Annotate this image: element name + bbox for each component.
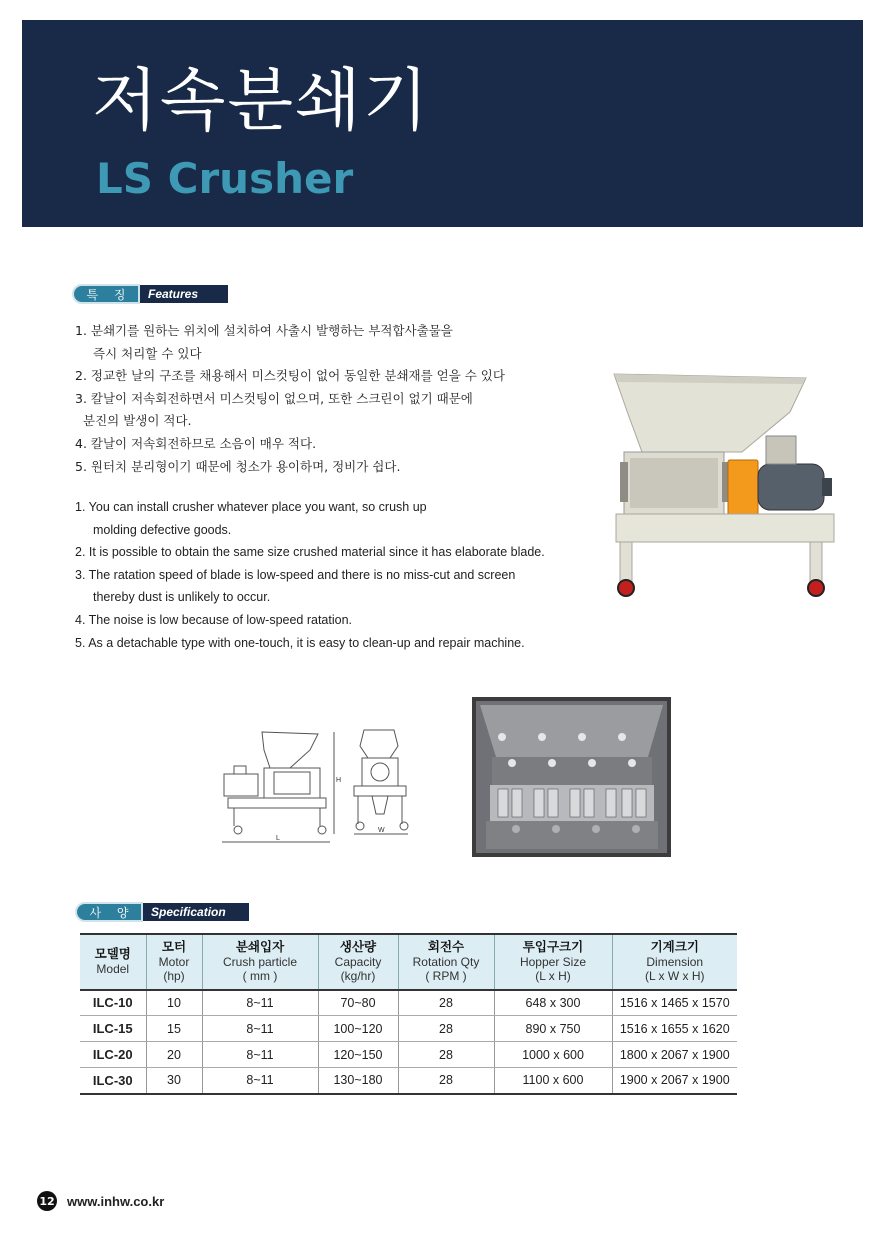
- features-tag: [72, 284, 228, 304]
- header-rotation: 회전수 Rotation Qty ( RPM ): [398, 934, 494, 990]
- cell-dimension: 1516 x 1655 x 1620: [612, 1016, 737, 1042]
- cell-hopper: 1100 x 600: [494, 1068, 612, 1094]
- cell-crush: 8~11: [202, 1068, 318, 1094]
- cell-model: ILC-15: [80, 1016, 146, 1042]
- footer: [37, 1191, 164, 1211]
- cell-dimension: 1800 x 2067 x 1900: [612, 1042, 737, 1068]
- feature-ko-line: 3. 칼날이 저속회전하면서 미스컷팅이 없으며, 또한 스크린이 없기 때문에: [75, 390, 473, 406]
- header-dimension: 기계크기 Dimension (L x W x H): [612, 934, 737, 990]
- cell-hopper: 1000 x 600: [494, 1042, 612, 1068]
- feature-ko-line: 5. 원터치 분리형이기 때문에 청소가 용이하며, 정비가 쉽다.: [75, 458, 401, 474]
- feature-en-line: thereby dust is unlikely to occur.: [93, 590, 271, 605]
- table-header-row: [80, 934, 737, 990]
- cell-motor: 30: [146, 1068, 202, 1094]
- feature-en-line: 1. You can install crusher whatever place you want, so crush up: [75, 500, 427, 514]
- cell-model: ILC-10: [80, 990, 146, 1016]
- spec-tag-ko: 사 양: [75, 902, 143, 922]
- header-motor: 모터 Motor (hp): [146, 934, 202, 990]
- page-title-ko: 저속분쇄기: [92, 62, 431, 141]
- cell-crush: 8~11: [202, 1042, 318, 1068]
- cell-capacity: 130~180: [318, 1068, 398, 1094]
- cell-dimension: 1516 x 1465 x 1570: [612, 990, 737, 1016]
- features-list-ko: [75, 320, 505, 478]
- table-row: [80, 1068, 737, 1094]
- cell-model: ILC-20: [80, 1042, 146, 1068]
- table-row: [80, 1016, 737, 1042]
- features-tag-en: Features: [140, 285, 228, 303]
- website-link[interactable]: www.inhw.co.kr: [67, 1193, 165, 1209]
- feature-ko-line: 즉시 처리할 수 있다: [93, 345, 202, 361]
- feature-en-line: 3. The ratation speed of blade is low-speed and there is no miss-cut and screen: [75, 567, 516, 582]
- specification-table: [80, 933, 737, 1095]
- cell-crush: 8~11: [202, 1016, 318, 1042]
- table-row: [80, 1042, 737, 1068]
- table-row: [80, 990, 737, 1016]
- feature-en-line: 5. As a detachable type with one-touch, it is easy to clean-up and repair machine.: [75, 635, 525, 650]
- dimension-drawing: [214, 722, 424, 850]
- cell-hopper: 648 x 300: [494, 990, 612, 1016]
- cell-hopper: 890 x 750: [494, 1016, 612, 1042]
- feature-ko-line: 1. 분쇄기를 원하는 위치에 설치하여 사출시 발행하는 부적합사출물을: [75, 323, 453, 338]
- page-title-en: LS Crusher: [96, 154, 354, 203]
- cell-motor: 10: [146, 990, 202, 1016]
- cell-rpm: 28: [398, 1042, 494, 1068]
- cell-rpm: 28: [398, 1016, 494, 1042]
- feature-ko-line: 분진의 발생이 적다.: [83, 413, 192, 429]
- header-model: 모델명 Model: [80, 934, 146, 990]
- crusher-machine-image: [606, 368, 842, 598]
- cell-dimension: 1900 x 2067 x 1900: [612, 1068, 737, 1094]
- feature-en-line: 4. The noise is low because of low-speed ratation.: [75, 612, 353, 627]
- cell-capacity: 70~80: [318, 990, 398, 1016]
- spec-tag-en: Specification: [143, 903, 249, 921]
- cell-motor: 20: [146, 1042, 202, 1068]
- cell-motor: 15: [146, 1016, 202, 1042]
- feature-en-line: 2. It is possible to obtain the same size crushed material since it has elaborate blade.: [75, 545, 545, 560]
- drawing-label-h: H: [336, 777, 342, 784]
- cell-rpm: 28: [398, 990, 494, 1016]
- header-crush-particle: 분쇄입자 Crush particle ( mm ): [202, 934, 318, 990]
- cell-crush: 8~11: [202, 990, 318, 1016]
- page-number: 12: [37, 1191, 57, 1211]
- spec-tag: [75, 902, 249, 922]
- cell-capacity: 120~150: [318, 1042, 398, 1068]
- features-tag-ko: 특 징: [72, 284, 140, 304]
- features-list-en: [75, 496, 545, 654]
- cell-capacity: 100~120: [318, 1016, 398, 1042]
- drawing-label-w: W: [378, 827, 385, 834]
- header-hopper-size: 투입구크기 Hopper Size (L x H): [494, 934, 612, 990]
- header-banner: [22, 20, 863, 227]
- drawing-label-l: L: [276, 835, 280, 842]
- feature-ko-line: 2. 정교한 날의 구조를 채용해서 미스컷팅이 없어 동일한 분쇄재를 얻을 수 있다: [75, 368, 505, 384]
- blade-photo: [472, 697, 671, 857]
- cell-rpm: 28: [398, 1068, 494, 1094]
- feature-ko-line: 4. 칼날이 저속회전하므로 소음이 매우 적다.: [75, 435, 317, 451]
- feature-en-line: molding defective goods.: [93, 522, 232, 537]
- header-capacity: 생산량 Capacity (kg/hr): [318, 934, 398, 990]
- cell-model: ILC-30: [80, 1068, 146, 1094]
